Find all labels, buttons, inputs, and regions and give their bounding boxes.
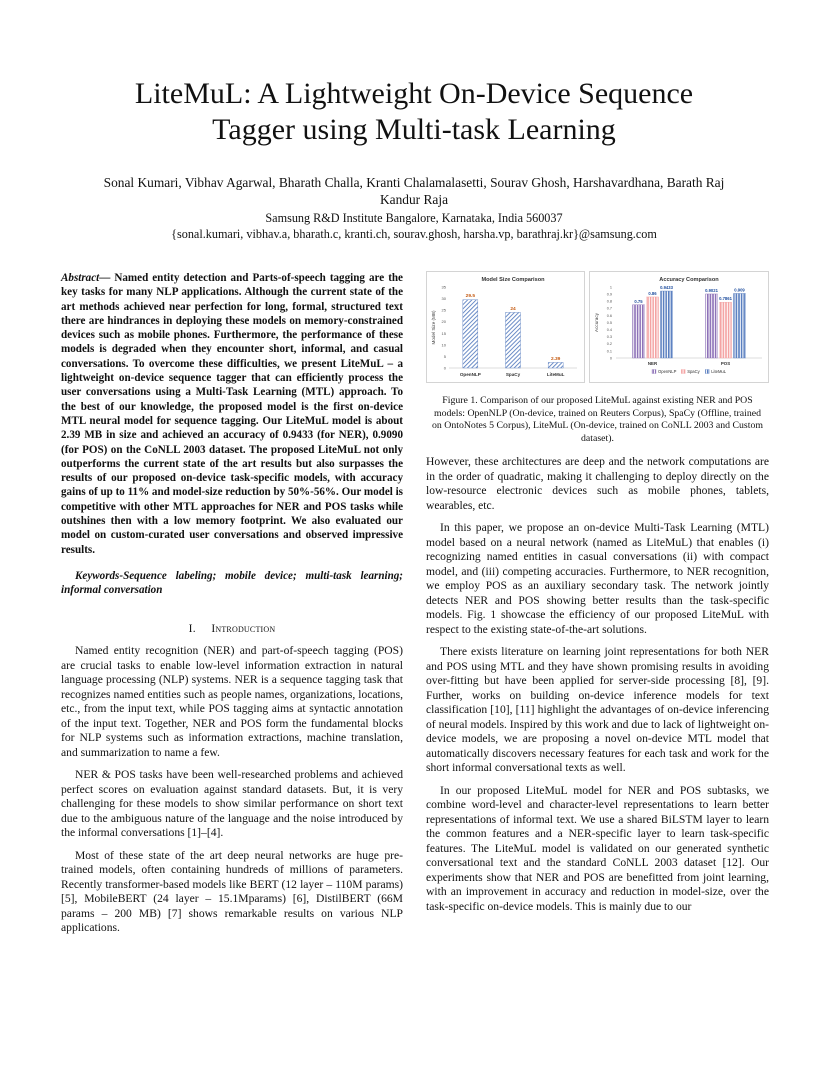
bar <box>661 291 673 358</box>
x-tick-label: OpenNLP <box>459 372 481 377</box>
figure-1 <box>426 271 769 383</box>
authors-line-2: Kandur Raja <box>379 192 449 207</box>
y-tick-label: 25 <box>441 307 446 313</box>
body-paragraph-1: However, these architectures are deep and the network computations are in the order of quadratic, making it challenging to deploy directly on the low-resource electronic devices such as mobile phones, tablets, wearables, etc. <box>426 455 769 512</box>
bar <box>734 293 746 358</box>
keywords: Keywords-Sequence labeling; mobile device; multi-task learning; informal conversation <box>61 569 403 597</box>
bar <box>506 312 521 368</box>
author-emails: {sonal.kumari, vibhav.a, bharath.c, kranti.ch, sourav.ghosh, harsha.vp, barathraj.kr}@samsung.com <box>171 227 657 241</box>
y-tick-label: 0.6 <box>606 313 612 318</box>
bar-value-label: 2.39 <box>550 356 561 362</box>
figure-caption: Figure 1. Comparison of our proposed LiteMuL against existing NER and POS models: OpenNLP (On-device, trained on Reuters Corpus), SpaCy (Offline, trained on OntoNotes 5 Corpus), LiteMuL (On-device, trained on CoNLL 2003 and Custom dataset). <box>432 395 763 444</box>
bar-value-label: 0.75 <box>634 298 643 304</box>
y-tick-label: 1 <box>609 285 612 290</box>
legend-swatch <box>652 370 656 374</box>
y-tick-label: 35 <box>441 284 446 290</box>
bar-value-label: 0.9433 <box>660 285 673 291</box>
y-tick-label: 0.8 <box>606 299 612 304</box>
y-tick-label: 0.5 <box>606 320 612 325</box>
intro-paragraph-3: Most of these state of the art deep neural networks are huge pre-trained models, often containing hundreds of millions of parameters. Recently transformer-based models like BERT (12 layer – 110M params) [5], MobileBERT (24 layer – 15.1Mparams) [6], DistilBERT (66M params – 200 MB) [7] shows remarkable results on various NLP applications. <box>61 848 403 935</box>
y-axis-label: Accuracy <box>594 313 599 332</box>
bar-value-label: 0.909 <box>734 287 745 293</box>
model-size-chart-svg <box>427 272 584 382</box>
bar <box>633 305 645 358</box>
chart-title: Model Size Comparison <box>481 277 545 283</box>
legend-label: SpaCy <box>687 369 700 374</box>
x-tick-label: LiteMuL <box>546 372 565 377</box>
bar-value-label: 29.5 <box>465 294 476 300</box>
y-tick-label: 0.3 <box>606 335 612 340</box>
y-tick-label: 0.7 <box>606 306 612 311</box>
bar <box>720 302 732 358</box>
legend-swatch <box>681 370 685 374</box>
x-tick-label: NER <box>647 361 658 366</box>
x-tick-label: POS <box>720 361 731 366</box>
body-paragraph-3: There exists literature on learning joint representations for both NER and POS using MTL and they have shown promising results in avoiding over-fitting but have been applied for server-side processing [8], [9]. Further, works on building on-device inference models for text classification [10], [11] highlight the advantages of on-device inferencing of neural models. Inspired by this work and due to lack of lightweight on-device models, we are proposing a novel on-device MTL model that automatically discovers necessary features for each task and work for the short informal conversational texts as well. <box>426 645 769 774</box>
legend-label: LiteMuL <box>711 369 727 374</box>
bar-value-label: 0.7861 <box>719 296 732 302</box>
title-line-1: LiteMuL: A Lightweight On-Device Sequence <box>134 77 694 110</box>
intro-paragraph-2: NER & POS tasks have been well-researched problems and achieved perfect scores on evaluation against standard datasets. But, it is very challenging for these models to show similar performance on short text due to the ambiguous nature of the language and the noise introduced by the informal conversations [1]–[4]. <box>61 768 403 840</box>
bar-value-label: 0.86 <box>648 290 657 296</box>
y-tick-label: 5 <box>443 353 446 359</box>
intro-paragraph-1: Named entity recognition (NER) and part-of-speech tagging (POS) are crucial tasks to enable low-level information extraction in natural language processing (NLP) systems. NER is a sequence tagging task that recognizes named entities such as people names, organizations, locations, etc., from the input text, while POS tagging aims at syntactic annotation of the input text. Together, NER and POS form the fundamental blocks for NLP systems such as information extractions, machine translation, and summarization to name a few. <box>61 644 403 759</box>
y-axis-label: Model Size (MB) <box>431 310 436 345</box>
bar <box>463 300 478 368</box>
y-tick-label: 0.9 <box>606 292 612 297</box>
body-paragraph-4: In our proposed LiteMuL model for NER and POS subtasks, we combine word-level and character-level representations to learn better representations of informal text. We use a shared BiLSTM layer to learn the common features and a NER-specific layer to learn task-specific features. The LiteMuL model is validated on our generated synthetic conversational text and the standard CoNLL 2003 dataset [12]. Our experiments show that NER and POS are benefitted from joint learning, with an improvement in accuracy and reduction in model-size, over the task-specific on-device models. This is mainly due to our <box>426 783 769 913</box>
accuracy-chart <box>589 271 769 383</box>
bar <box>647 297 659 358</box>
body-paragraph-2: In this paper, we propose an on-device Multi-Task Learning (MTL) model based on a neural network (named as LiteMuL) that enables (i) recognizing named entities in casual conversations (ii) with compact model, and (iii) competing accuracies. Furthermore, to NER recognition, we employ POS as an auxiliary secondary task. The network jointly detects NER and POS showing better results than the task-specific models. Fig. 1 showcase the efficiency of our proposed LiteMuL with respect to the existing state-of-the-art solutions. <box>426 521 769 636</box>
title-line-2: Tagger using Multi-task Learning <box>212 113 616 146</box>
accuracy-chart-svg <box>590 272 768 382</box>
author-list <box>50 174 778 208</box>
abstract-lead: Abstract <box>61 272 100 284</box>
y-tick-label: 0 <box>609 356 612 361</box>
section-number: I. <box>188 621 196 635</box>
y-tick-label: 0.2 <box>606 342 612 347</box>
x-tick-label: SpaCy <box>505 372 521 377</box>
authors-line-1: Sonal Kumari, Vibhav Agarwal, Bharath Challa, Kranti Chalamalasetti, Sourav Ghosh, Harshavardhana, Barath Raj <box>103 175 725 190</box>
legend-swatch <box>705 370 709 374</box>
section-title: Introduction <box>211 621 276 635</box>
y-tick-label: 0.1 <box>606 349 612 354</box>
section-heading-introduction <box>61 622 403 637</box>
model-size-chart <box>426 271 585 383</box>
y-tick-label: 20 <box>441 319 446 325</box>
bar-value-label: 0.9021 <box>705 287 718 293</box>
y-tick-label: 30 <box>441 296 446 302</box>
affiliation: Samsung R&D Institute Bangalore, Karnataka, India 560037 <box>265 211 563 225</box>
y-tick-label: 0 <box>443 365 446 371</box>
paper-title <box>60 76 768 148</box>
abstract <box>61 271 403 557</box>
left-column <box>61 271 403 944</box>
legend-label: OpenNLP <box>658 369 677 374</box>
right-column <box>426 271 769 922</box>
abstract-text: — Named entity detection and Parts-of-speech tagging are the key tasks for many NLP applications. Although the current state of the art methods achieved near perfection for long, formal, structured text there are hindrances in deploying these models on memory-constrained devices such as mobile phones. Furthermore, the performance of these models is degraded when they encounter short, informal, and casual conversations. To overcome these difficulties, we present LiteMuL – a lightweight on-device sequence tagger that can efficiently process the user conversations using a Multi-Task Learning (MTL) approach. To the best of our knowledge, the proposed model is the first on-device MTL neural model for sequence tagging. Our LiteMuL model is about 2.39 MB in size and achieved an accuracy of 0.9433 (for NER), 0.9090 (for POS) on the CoNLL 2003 dataset. The proposed LiteMuL not only outperforms the current state of the art results but also surpasses the results of our proposed on-device task-specific models, with accuracy gains of up to 11% and model-size reduction by 50%-56%. Our model is competitive with other MTL approaches for NER and POS tasks while outshines then with a low memory footprint. We also evaluated our model on custom-curated user conversations and observed impressive results. <box>61 272 403 556</box>
y-tick-label: 10 <box>441 342 446 348</box>
bar <box>548 362 563 368</box>
affiliation-block <box>50 210 778 242</box>
bar-value-label: 24 <box>510 306 516 312</box>
y-tick-label: 15 <box>441 330 446 336</box>
chart-title: Accuracy Comparison <box>659 277 719 283</box>
y-tick-label: 0.4 <box>606 328 612 332</box>
bar <box>706 294 718 358</box>
